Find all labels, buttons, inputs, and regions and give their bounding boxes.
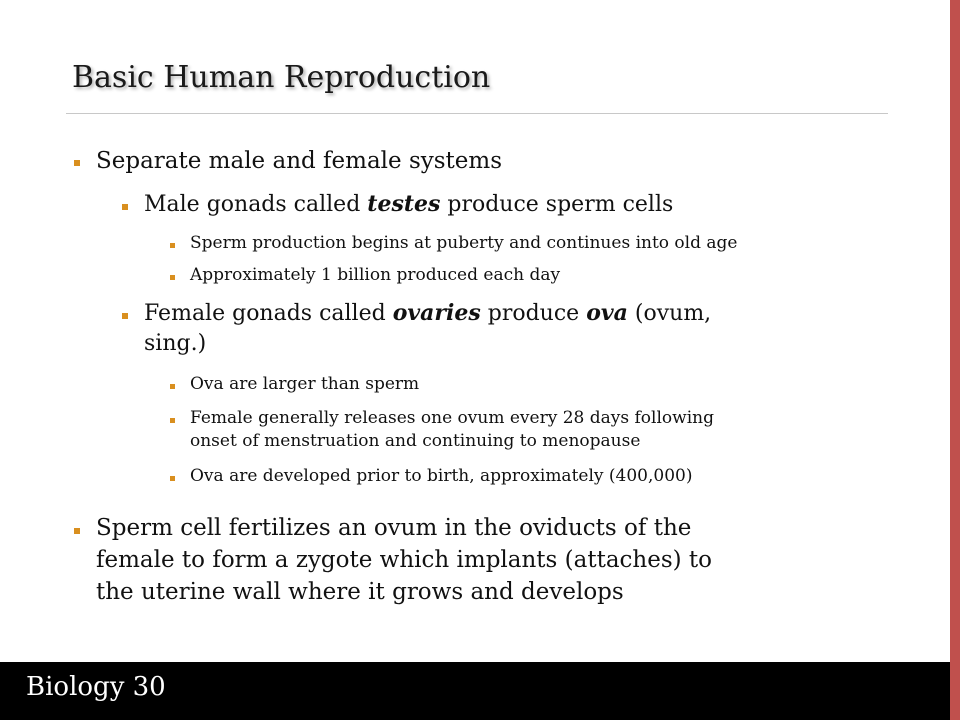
- bullet-fertilization-line2: female to form a zygote which implants (attaches) to: [96, 547, 713, 573]
- bullet-ova-larger: Ova are larger than sperm: [190, 374, 420, 394]
- text-segment: produce: [480, 301, 587, 326]
- text-segment: Female gonads called: [144, 301, 393, 326]
- text-segment: produce sperm cells: [440, 192, 674, 217]
- bullet-ovum-release-line2: onset of menstruation and continuing to menopause: [190, 431, 641, 451]
- bullet-square-icon: [170, 476, 175, 481]
- bullet-square-icon: [170, 418, 175, 423]
- slide-title: Basic Human Reproduction: [72, 60, 491, 95]
- bullet-billion-per-day: Approximately 1 billion produced each day: [190, 265, 561, 285]
- bullet-male-gonads: [144, 190, 673, 219]
- keyword-ovaries: ovaries: [392, 300, 481, 326]
- bullet-square-icon: [122, 313, 128, 319]
- text-segment: (ovum,: [627, 301, 712, 326]
- bullet-ovum-release: Female generally releases one ovum every 28 days following: [190, 408, 714, 428]
- footer-course-name: Biology 30: [26, 672, 166, 702]
- bullet-square-icon: [170, 384, 175, 389]
- keyword-ova: ova: [586, 300, 628, 326]
- bullet-ova-developed: Ova are developed prior to birth, approximately (400,000): [190, 466, 693, 486]
- bullet-square-icon: [170, 243, 175, 248]
- bullet-square-icon: [74, 160, 80, 166]
- accent-side-bar: [950, 0, 960, 720]
- bullet-square-icon: [170, 275, 175, 280]
- bullet-square-icon: [122, 204, 128, 210]
- bullet-fertilization: Sperm cell fertilizes an ovum in the oviducts of the: [96, 515, 692, 541]
- bullet-female-gonads-line2: sing.): [144, 331, 207, 356]
- text-segment: Male gonads called: [144, 192, 368, 217]
- keyword-testes: testes: [367, 191, 441, 217]
- bullet-fertilization-line3: the uterine wall where it grows and develops: [96, 579, 624, 605]
- bullet-separate-systems: Separate male and female systems: [96, 148, 503, 174]
- bullet-sperm-production: Sperm production begins at puberty and continues into old age: [190, 233, 738, 253]
- bullet-square-icon: [74, 528, 80, 534]
- title-divider: [66, 113, 888, 114]
- bullet-female-gonads: [144, 299, 711, 328]
